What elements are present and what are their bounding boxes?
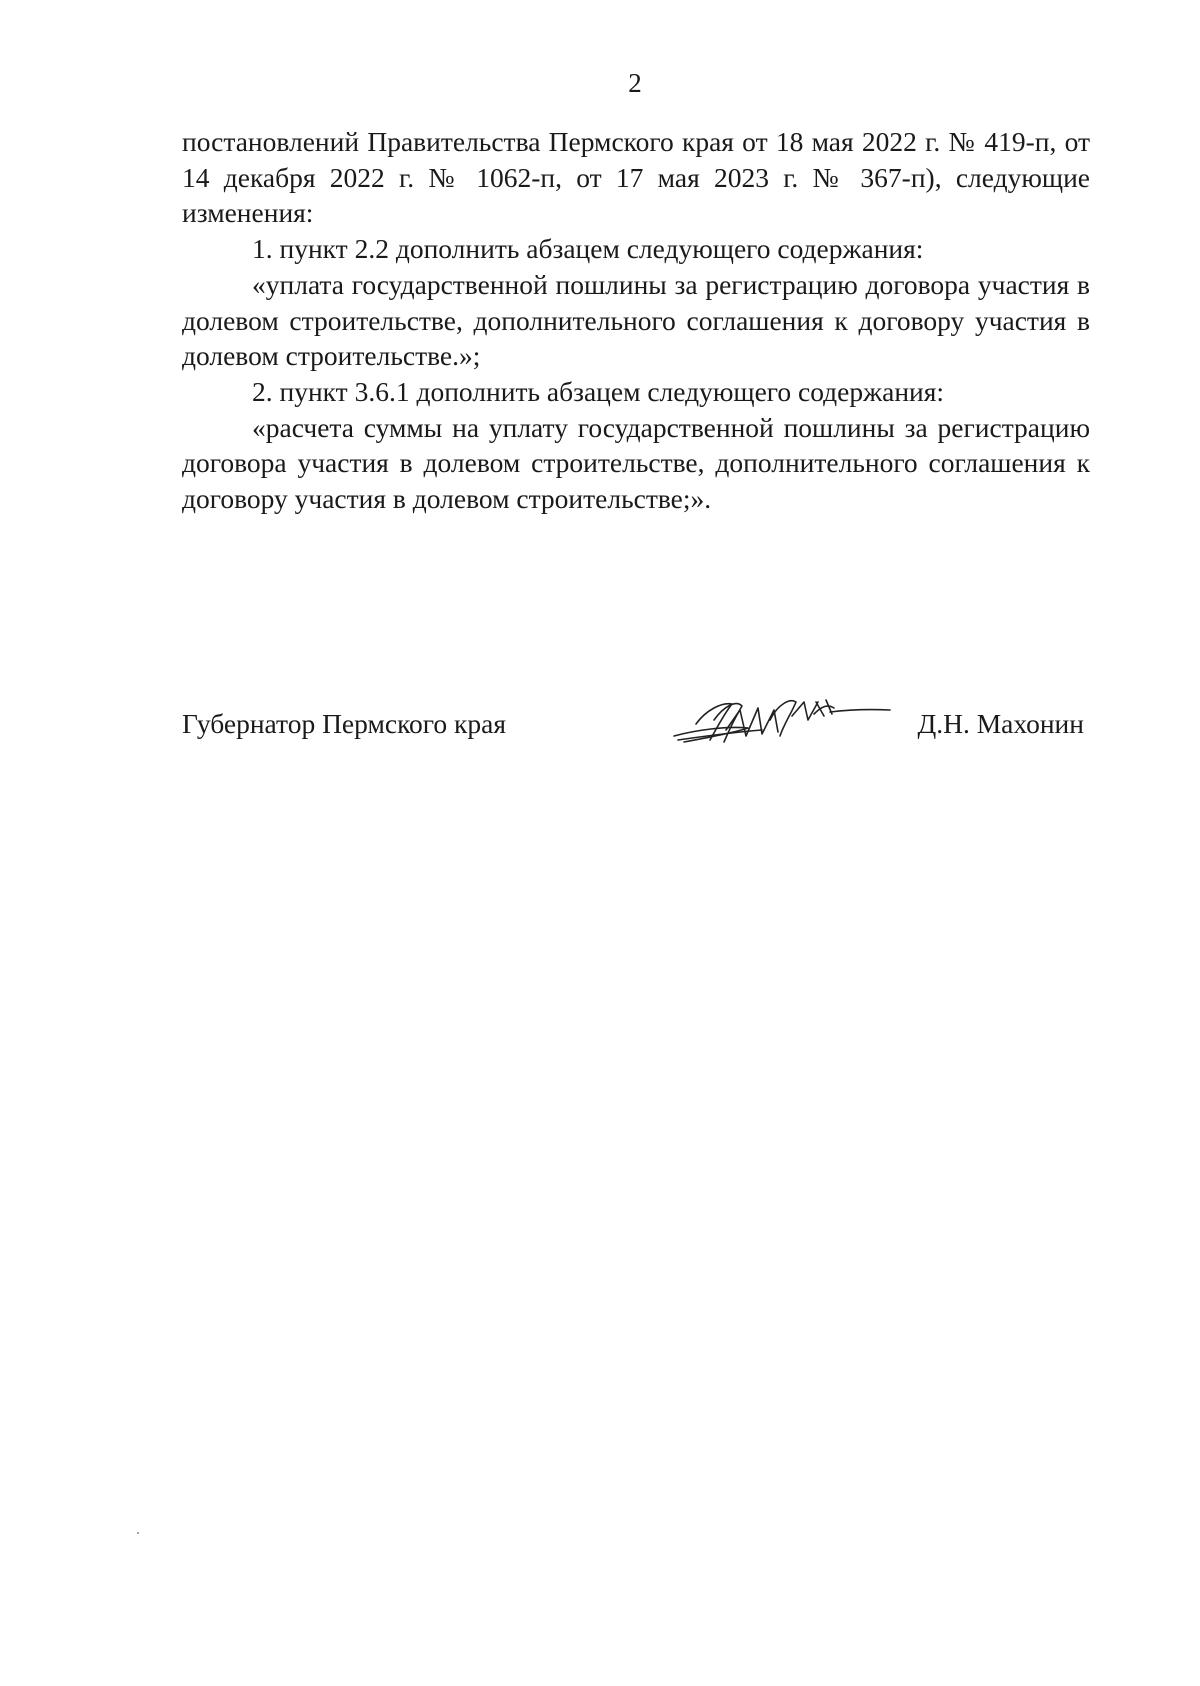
document-body xyxy=(182,124,1090,517)
signer-position: Губернатор Пермского края xyxy=(182,708,506,739)
paragraph-item-1: 1. пункт 2.2 дополнить абзацем следующего содержания: xyxy=(252,233,924,265)
paragraph-quote-2: «расчета суммы на уплату государственной пошлины за регистрацию договора участия в долевом строительстве, дополнительного соглашения к договору участия в долевом строительстве;». xyxy=(182,411,1090,515)
handwritten-signature xyxy=(666,680,906,760)
page-number: 2 xyxy=(628,68,642,98)
signature-block xyxy=(182,700,1090,760)
scan-speck xyxy=(137,1532,139,1534)
paragraph-quote-1: «уплата государственной пошлины за регистрацию договора участия в долевом строительстве, дополнительного соглашения к договору участия в долевом строительстве.»; xyxy=(182,268,1090,372)
paragraph-item-2: 2. пункт 3.6.1 дополнить абзацем следующего содержания: xyxy=(252,375,945,407)
paragraph-intro: постановлений Правительства Пермского края от 18 мая 2022 г. № 419-п, от 14 декабря 2022 г. № 1062-п, от 17 мая 2023 г. № 367-п), следующие изменения: xyxy=(182,126,1090,229)
signer-name: Д.Н. Махонин xyxy=(917,708,1084,739)
